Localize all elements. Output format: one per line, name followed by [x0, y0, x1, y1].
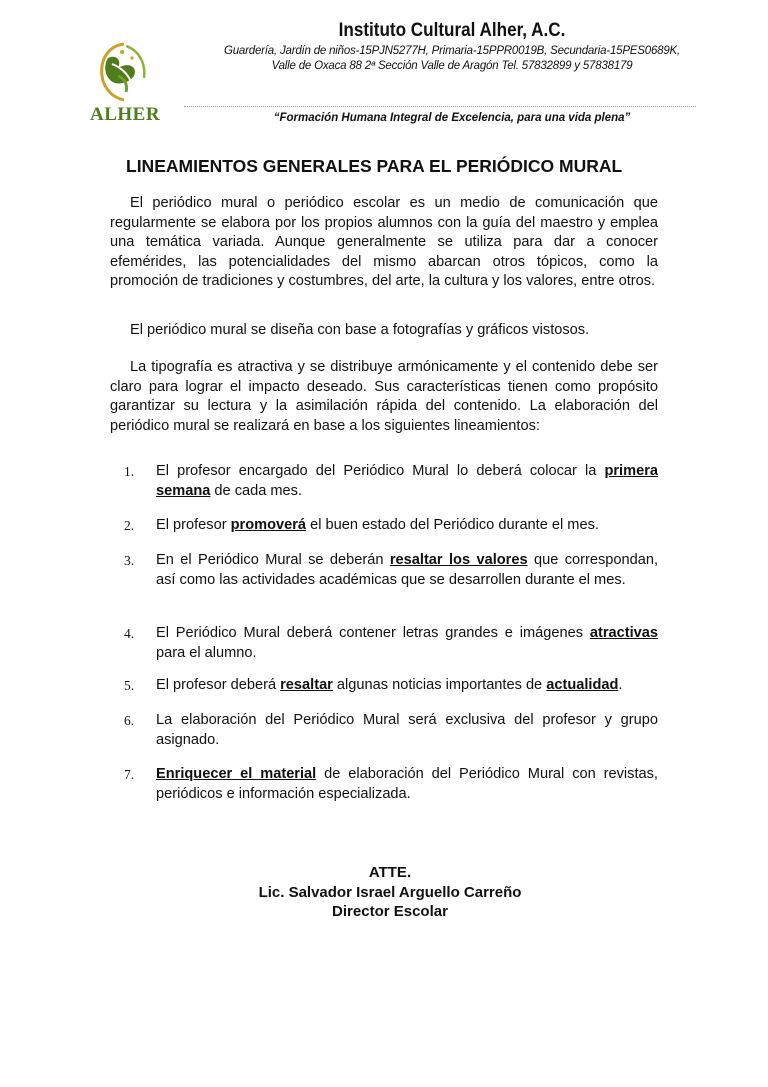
- intro-paragraph: El periódico mural o periódico escolar es un medio de comunicación que regularmente se elabora por los propios alumnos con la guía del maestro y emplea una temática variada. Aunque generalmente se utiliza para dar a conocer efemérides, las potencialidades del mismo abarcan otros tópicos, como la promoción de tradiciones y costumbres, del arte, la cultura y los valores, entre otros.: [110, 195, 658, 289]
- item-number: 6.: [124, 713, 135, 728]
- item-text: En el Periódico Mural se deberán resaltar los valores que correspondan, así como las actividades académicas que se desarrollen durante el mes.: [156, 552, 659, 588]
- header-divider: [184, 106, 696, 107]
- item-text: Enriquecer el material de elaboración del Periódico Mural con revistas, periódicos e información especializada.: [156, 766, 658, 802]
- item-text: El profesor encargado del Periódico Mural lo deberá colocar la primera semana de cada mes.: [156, 463, 658, 499]
- item-text: La elaboración del Periódico Mural será exclusiva del profesor y grupo asignado.: [156, 712, 658, 748]
- item-number: 3.: [124, 553, 135, 568]
- item-text: El profesor promoverá el buen estado del Periódico durante el mes.: [156, 517, 599, 533]
- typography-paragraph: La tipografía es atractiva y se distribuye armónicamente y el contenido debe ser claro para lograr el impacto deseado. Sus características tienen como propósito garantizar su lectura y la asimilación rápida del contenido. La elaboración del periódico mural se realizará en base a los siguientes lineamientos:: [110, 359, 658, 434]
- dove-emblem-icon: [88, 40, 160, 106]
- document-title: LINEAMIENTOS GENERALES PARA EL PERIÓDICO MURAL: [126, 156, 623, 176]
- item-number: 1.: [124, 464, 135, 479]
- institution-motto: “Formación Humana Integral de Excelencia, para una vida plena”: [273, 112, 631, 124]
- design-paragraph: El periódico mural se diseña con base a fotografías y gráficos vistosos.: [130, 322, 590, 338]
- alher-logo: [88, 40, 160, 132]
- item-text: El profesor deberá resaltar algunas noticias importantes de actualidad.: [156, 677, 623, 693]
- item-number: 4.: [124, 626, 135, 641]
- signature-name: Lic. Salvador Israel Arguello Carreño: [258, 884, 522, 901]
- header-address-line: Valle de Oxaca 88 2ª Sección Valle de Aragón Tel. 57832899 y 57838179: [271, 60, 633, 72]
- signature-closing: ATTE.: [368, 864, 412, 881]
- item-text: El Periódico Mural deberá contener letras grandes e imágenes atractivas para el alumno.: [156, 625, 658, 661]
- item-number: 2.: [124, 518, 135, 533]
- header-schools-line: Guardería, Jardín de niños-15PJN5277H, Primaria-15PPR0019B, Secundaria-15PES0689K,: [223, 45, 680, 57]
- logo-wordmark: ALHER: [90, 104, 161, 125]
- item-number: 7.: [124, 767, 135, 782]
- item-number: 5.: [124, 678, 135, 693]
- signature-role: Director Escolar: [332, 903, 448, 920]
- institution-name: Instituto Cultural Alher, A.C.: [338, 20, 566, 41]
